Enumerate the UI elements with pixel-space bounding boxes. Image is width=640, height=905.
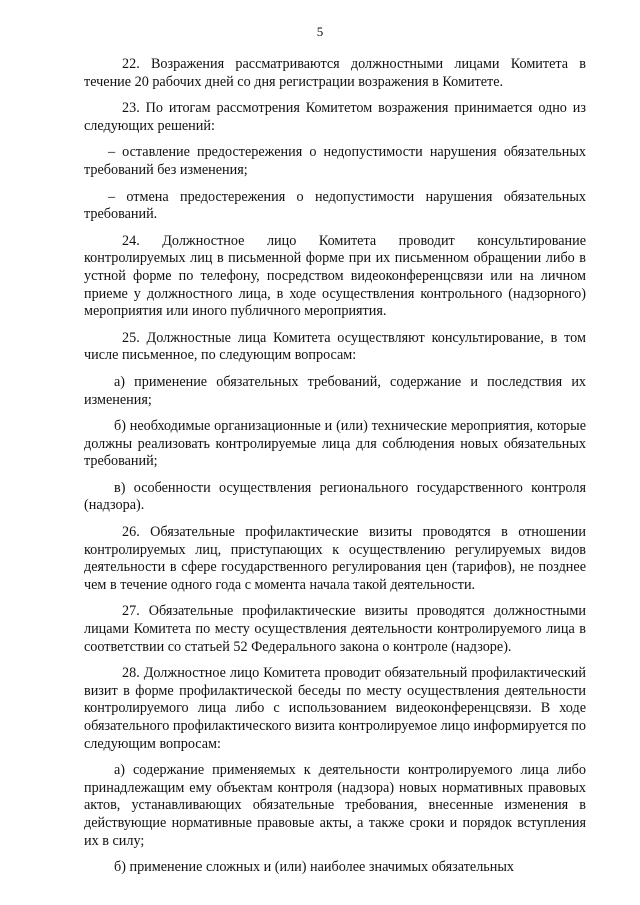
list-item-b-28: б) применение сложных и (или) наиболее значимых обязательных <box>114 859 514 876</box>
paragraph-24: 24. Должностное лицо Комитета проводит консультирование контролируемых лиц в письменной форме при их письменном обращении либо в устной форме по телефону, посредством видеоконференцсвязи или на личном приеме у должностного лица, в ходе осуществления контрольного (надзорного) мероприятия или иного публичного мероприятия. <box>84 232 586 320</box>
paragraph-27: 27. Обязательные профилактические визиты проводятся должностными лицами Комитета по месту осуществления деятельности контролируемого лица в соответствии со статьей 52 Федерального закона о контроле (надзоре). <box>84 603 586 655</box>
paragraph-26: 26. Обязательные профилактические визиты проводятся в отношении контролируемых лиц, приступающих к осуществлению регулируемых видов деятельности в сфере государственного регулирования цен (тарифов), не позднее чем в течение одного года с момента начала такой деятельности. <box>84 524 586 593</box>
list-item-v-25: в) особенности осуществления регионального государственного контроля (надзора). <box>84 479 586 514</box>
list-item-b-25: б) необходимые организационные и (или) технические мероприятия, которые должны реализовать контролируемые лица для соблюдения новых обязательных требований; <box>84 418 586 470</box>
list-item-a-25: а) применение обязательных требований, содержание и последствия их изменения; <box>84 373 586 408</box>
list-item-a-28: а) содержание применяемых к деятельности контролируемого лица либо принадлежащим ему объектам контроля (надзора) новых нормативных правовых актов, устанавливающих обязательные требования, внесенные изменения в действующие нормативные правовые акты, а также сроки и порядок вступления их в силу; <box>84 762 586 849</box>
paragraph-28: 28. Должностное лицо Комитета проводит обязательный профилактический визит в форме профилактической беседы по месту осуществления деятельности контролируемого лица либо с использованием видеоконференцсвязи. В ходе обязательного профилактического визита контролируемое лицо информируется по следующим вопросам: <box>84 665 586 752</box>
document-body <box>84 56 586 886</box>
paragraph-22: 22. Возражения рассматриваются должностными лицами Комитета в течение 20 рабочих дней со дня регистрации возражения в Комитете. <box>84 56 586 90</box>
paragraph-23: 23. По итогам рассмотрения Комитетом возражения принимается одно из следующих решений: <box>84 100 586 134</box>
list-item-dash-1: – оставление предостережения о недопустимости нарушения обязательных требований без изменения; <box>84 144 586 178</box>
list-item-dash-2: – отмена предостережения о недопустимости нарушения обязательных требований. <box>84 188 586 223</box>
page-number: 5 <box>316 24 324 39</box>
paragraph-25: 25. Должностные лица Комитета осуществляют консультирование, в том числе письменное, по следующим вопросам: <box>84 329 586 364</box>
